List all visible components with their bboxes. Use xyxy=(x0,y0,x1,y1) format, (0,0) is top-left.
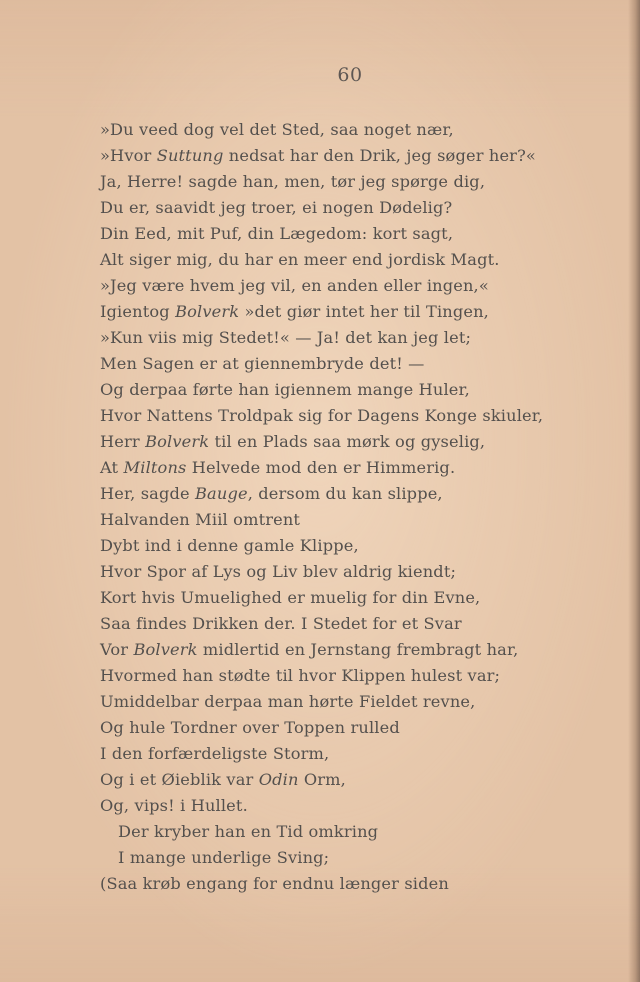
text-segment: Herr xyxy=(100,432,146,451)
italic-name: Suttung xyxy=(156,146,224,165)
text-segment: »Hvor xyxy=(100,146,157,165)
poem-line xyxy=(100,247,610,273)
poem-line xyxy=(100,845,610,871)
poem-line xyxy=(100,143,610,169)
page-number: 60 xyxy=(337,64,363,86)
italic-name: Bolverk xyxy=(175,302,240,321)
poem-line xyxy=(100,533,610,559)
poem-line xyxy=(100,351,610,377)
text-segment: Og hule Tordner over Toppen rulled xyxy=(100,718,400,737)
poem-line xyxy=(100,767,610,793)
poem-line xyxy=(100,585,610,611)
poem-line xyxy=(100,169,610,195)
poem-line xyxy=(100,429,610,455)
text-segment: Kort hvis Umuelighed er muelig for din Evne, xyxy=(100,588,481,607)
text-segment: Dybt ind i denne gamle Klippe, xyxy=(100,536,359,555)
poem-line xyxy=(100,325,610,351)
poem-line xyxy=(100,689,610,715)
poem-text xyxy=(100,117,610,897)
italic-name: Bauge xyxy=(195,484,248,503)
poem-line xyxy=(100,871,610,897)
text-segment: »Du veed dog vel det Sted, saa noget nær, xyxy=(100,120,454,139)
text-segment: At xyxy=(100,458,124,477)
text-segment: Men Sagen er at giennembryde det! — xyxy=(100,354,425,373)
text-segment: midlertid en Jernstang frembragt har, xyxy=(197,640,519,659)
poem-line xyxy=(100,481,610,507)
poem-line xyxy=(100,663,610,689)
italic-name: Bolverk xyxy=(133,640,198,659)
poem-line xyxy=(100,793,610,819)
text-segment: Her, sagde xyxy=(100,484,196,503)
page-edge xyxy=(628,0,640,982)
italic-name: Bolverk xyxy=(145,432,210,451)
poem-line xyxy=(100,377,610,403)
text-segment: Din Eed, mit Puf, din Lægedom: kort sagt, xyxy=(100,224,454,243)
text-segment: nedsat har den Drik, jeg søger her?« xyxy=(223,146,536,165)
italic-name: Miltons xyxy=(123,458,187,477)
text-segment: Der kryber han en Tid omkring xyxy=(118,822,379,841)
poem-line xyxy=(100,637,610,663)
text-segment: I mange underlige Sving; xyxy=(118,848,330,867)
poem-line xyxy=(100,221,610,247)
poem-line xyxy=(100,403,610,429)
poem-line xyxy=(100,507,610,533)
text-segment: Hvormed han stødte til hvor Klippen hulest var; xyxy=(100,666,501,685)
text-segment: Halvanden Miil omtrent xyxy=(100,510,301,529)
text-segment: til en Plads saa mørk og gyselig, xyxy=(209,432,486,451)
poem-line xyxy=(100,559,610,585)
text-segment: Saa findes Drikken der. I Stedet for et Svar xyxy=(100,614,462,633)
italic-name: Odin xyxy=(258,770,299,789)
text-segment: »Kun viis mig Stedet!« — Ja! det kan jeg let; xyxy=(100,328,472,347)
text-segment: Og i et Øieblik var xyxy=(100,770,259,789)
text-segment: Alt siger mig, du har en meer end jordisk Magt. xyxy=(100,250,500,269)
poem-line xyxy=(100,741,610,767)
text-segment: Du er, saavidt jeg troer, ei nogen Dødelig? xyxy=(100,198,453,217)
poem-line xyxy=(100,273,610,299)
text-segment: , dersom du kan slippe, xyxy=(247,484,443,503)
poem-line xyxy=(100,455,610,481)
poem-line xyxy=(100,299,610,325)
text-segment: »det giør intet her til Tingen, xyxy=(239,302,489,321)
text-segment: Og derpaa førte han igiennem mange Huler, xyxy=(100,380,470,399)
text-segment: Ja, Herre! sagde han, men, tør jeg spørge dig, xyxy=(100,172,486,191)
poem-line xyxy=(100,611,610,637)
text-segment: Helvede mod den er Himmerig. xyxy=(186,458,456,477)
text-segment: Og, vips! i Hullet. xyxy=(100,796,248,815)
text-segment: Vor xyxy=(100,640,134,659)
text-segment: I den forfærdeligste Storm, xyxy=(100,744,330,763)
poem-line xyxy=(100,819,610,845)
text-segment: Igientog xyxy=(100,302,176,321)
poem-line xyxy=(100,715,610,741)
text-segment: Umiddelbar derpaa man hørte Fieldet revne, xyxy=(100,692,476,711)
text-segment: »Jeg være hvem jeg vil, en anden eller ingen,« xyxy=(100,276,489,295)
text-segment: Orm, xyxy=(298,770,346,789)
poem-line xyxy=(100,195,610,221)
text-segment: (Saa krøb engang for endnu længer siden xyxy=(100,874,449,893)
poem-line xyxy=(100,117,610,143)
text-segment: Hvor Nattens Troldpak sig for Dagens Konge skiuler, xyxy=(100,406,544,425)
text-segment: Hvor Spor af Lys og Liv blev aldrig kiendt; xyxy=(100,562,457,581)
